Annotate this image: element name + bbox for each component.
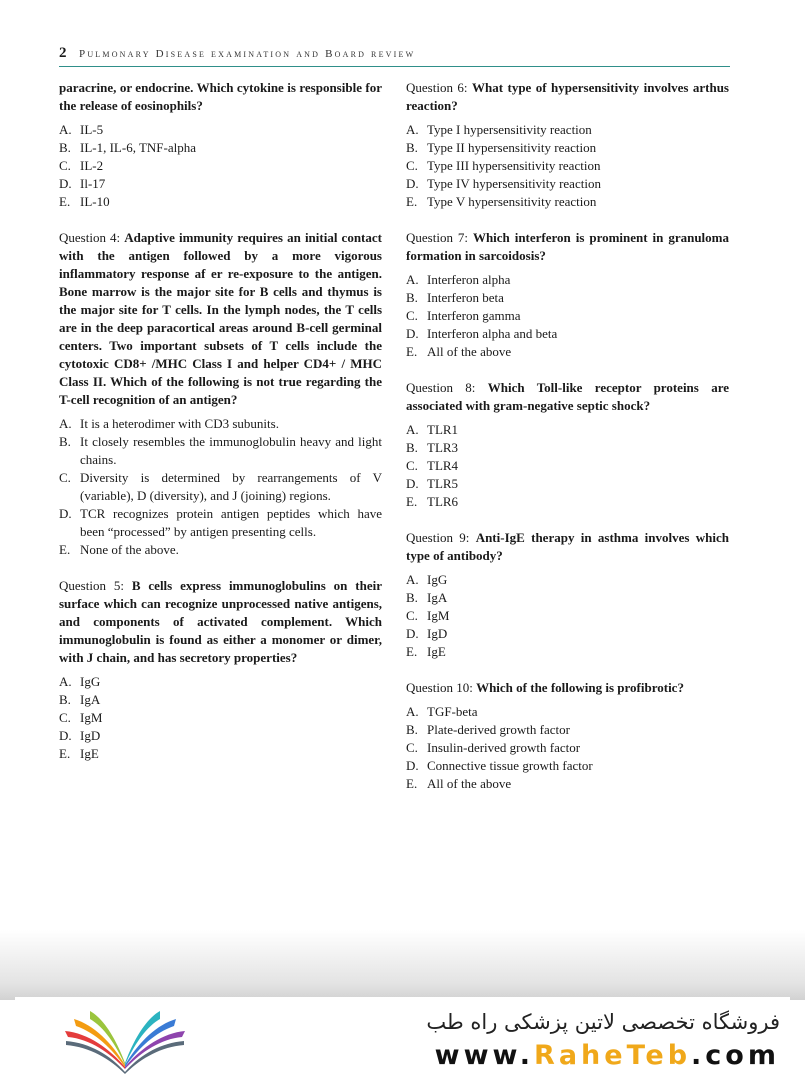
option-text: IgD (427, 626, 448, 641)
option-text: TLR1 (427, 422, 459, 437)
option-text: TGF-beta (427, 704, 478, 719)
option-text: TCR recognizes protein antigen peptides which have been “processed” by antigen presenting cells. (80, 506, 382, 539)
question-text: What type of hypersensitivity involves arthus reaction? (406, 80, 729, 113)
option-letter: D. (406, 626, 419, 641)
answer-option (59, 193, 382, 211)
option-letter: D. (406, 758, 419, 773)
option-letter: A. (406, 272, 419, 287)
url-suffix: .com (691, 1040, 780, 1071)
answer-option (59, 709, 382, 727)
option-text: Plate-derived growth factor (427, 722, 570, 737)
answer-options (406, 271, 729, 361)
question-text: Anti-IgE therapy in asthma involves which type of antibody? (406, 530, 729, 563)
option-letter: D. (406, 176, 419, 191)
option-text: IgA (80, 692, 101, 707)
option-letter: C. (406, 158, 418, 173)
url-prefix: www. (434, 1040, 535, 1071)
answer-option (406, 571, 729, 589)
option-text: It closely resembles the immunoglobulin heavy and light chains. (80, 434, 382, 467)
answer-option (59, 469, 382, 505)
option-text: It is a heterodimer with CD3 subunits. (80, 416, 279, 431)
right-column (406, 79, 729, 811)
answer-option (59, 433, 382, 469)
answer-option (406, 775, 729, 793)
option-letter: A. (406, 422, 419, 437)
question-label: Question 4: (59, 230, 125, 245)
option-text: TLR6 (427, 494, 459, 509)
option-text: Interferon gamma (427, 308, 521, 323)
option-letter: D. (406, 476, 419, 491)
question-label: Question 5: (59, 578, 132, 593)
question-stem (406, 529, 729, 565)
question-label: Question 7: (406, 230, 473, 245)
answer-option (59, 541, 382, 559)
question-text: paracrine, or endocrine. Which cytokine is responsible for the release of eosinophils? (59, 80, 382, 113)
answer-option (59, 727, 382, 745)
question-stem (406, 679, 729, 697)
question-block (406, 529, 729, 661)
option-letter: D. (59, 176, 72, 191)
answer-option (59, 505, 382, 541)
question-label: Question 10: (406, 680, 477, 695)
option-letter: A. (59, 416, 72, 431)
option-letter: D. (59, 728, 72, 743)
answer-option (406, 421, 729, 439)
answer-options (59, 673, 382, 763)
option-letter: E. (406, 494, 418, 509)
option-letter: B. (406, 440, 418, 455)
option-text: IL-5 (80, 122, 104, 137)
option-text: Type V hypersensitivity reaction (427, 194, 597, 209)
store-url[interactable] (420, 1040, 780, 1071)
option-letter: B. (59, 434, 71, 449)
option-text: Insulin-derived growth factor (427, 740, 581, 755)
question-block (59, 229, 382, 559)
option-letter: A. (59, 674, 72, 689)
question-block (406, 379, 729, 511)
option-letter: E. (406, 194, 418, 209)
answer-option (59, 157, 382, 175)
option-text: IgE (427, 644, 446, 659)
answer-option (59, 691, 382, 709)
option-text: TLR4 (427, 458, 459, 473)
option-text: IgM (80, 710, 103, 725)
answer-options (406, 121, 729, 211)
question-text: B cells express immunoglobulins on their surface which can recognize unprocessed native antigens, and components of activated complement. Which immunoglobulin is found as either a monomer or dimer, with J chain, and has secretory properties? (59, 578, 382, 665)
answer-option (406, 703, 729, 721)
answer-option (406, 139, 729, 157)
page-number: 2 (59, 45, 67, 61)
answer-option (406, 625, 729, 643)
option-text: Type I hypersensitivity reaction (427, 122, 592, 137)
answer-option (59, 121, 382, 139)
footer-shadow (0, 930, 805, 1000)
option-text: IgD (80, 728, 101, 743)
option-letter: E. (59, 194, 71, 209)
option-text: TLR5 (427, 476, 459, 491)
answer-option (406, 289, 729, 307)
option-text: Interferon beta (427, 290, 504, 305)
option-text: IgG (80, 674, 101, 689)
option-text: IgM (427, 608, 450, 623)
option-text: All of the above (427, 776, 512, 791)
question-block (406, 79, 729, 211)
answer-option (406, 721, 729, 739)
option-text: IgG (427, 572, 448, 587)
answer-option (406, 493, 729, 511)
option-text: Diversity is determined by rearrangements of V (variable), D (diversity), and J (joining) regions. (80, 470, 382, 503)
question-stem (59, 79, 382, 115)
answer-option (59, 139, 382, 157)
question-block (59, 79, 382, 211)
option-letter: A. (59, 122, 72, 137)
answer-option (406, 457, 729, 475)
answer-option (406, 193, 729, 211)
question-block (406, 679, 729, 793)
footer-banner (15, 997, 790, 1080)
answer-option (59, 415, 382, 433)
option-text: TLR3 (427, 440, 459, 455)
open-book-icon (60, 1009, 190, 1074)
question-text: Which Toll-like receptor proteins are associated with gram-negative septic shock? (406, 380, 729, 413)
question-stem (406, 379, 729, 415)
option-letter: B. (406, 590, 418, 605)
option-text: Type III hypersensitivity reaction (427, 158, 601, 173)
question-stem (59, 229, 382, 409)
option-letter: E. (59, 746, 71, 761)
answer-option (406, 121, 729, 139)
answer-options (406, 421, 729, 511)
answer-option (406, 439, 729, 457)
option-letter: E. (59, 542, 71, 557)
answer-options (406, 703, 729, 793)
option-letter: C. (59, 158, 71, 173)
option-text: Interferon alpha and beta (427, 326, 558, 341)
option-text: Type IV hypersensitivity reaction (427, 176, 601, 191)
option-text: IL-1, IL-6, TNF-alpha (80, 140, 197, 155)
answer-option (406, 475, 729, 493)
answer-option (406, 589, 729, 607)
option-text: IL-10 (80, 194, 110, 209)
option-letter: B. (406, 290, 418, 305)
question-stem (406, 229, 729, 265)
option-letter: D. (406, 326, 419, 341)
option-letter: B. (406, 722, 418, 737)
question-block (59, 577, 382, 763)
answer-option (406, 325, 729, 343)
question-text: Which interferon is prominent in granuloma formation in sarcoidosis? (406, 230, 729, 263)
answer-options (59, 121, 382, 211)
question-block (406, 229, 729, 361)
answer-option (406, 739, 729, 757)
answer-option (406, 757, 729, 775)
option-letter: C. (59, 710, 71, 725)
question-label: Question 6: (406, 80, 472, 95)
question-label: Question 9: (406, 530, 476, 545)
page-header (59, 44, 730, 67)
url-brand: RaheTeb (534, 1040, 692, 1071)
answer-option (406, 343, 729, 361)
option-letter: C. (406, 458, 418, 473)
question-label: Question 8: (406, 380, 488, 395)
question-stem (59, 577, 382, 667)
option-text: IL-2 (80, 158, 104, 173)
answer-options (406, 571, 729, 661)
answer-option (406, 643, 729, 661)
option-letter: A. (406, 572, 419, 587)
answer-option (406, 307, 729, 325)
option-letter: C. (406, 608, 418, 623)
answer-option (406, 271, 729, 289)
answer-option (406, 607, 729, 625)
question-stem (406, 79, 729, 115)
answer-option (406, 175, 729, 193)
store-name: فروشگاه تخصصی لاتین پزشکی راه طب (426, 1010, 780, 1034)
answer-options (59, 415, 382, 559)
option-text: None of the above. (80, 542, 179, 557)
question-text: Adaptive immunity requires an initial contact with the antigen followed by a more vigorous inflammatory response af er re-exposure to the antigen. Bone marrow is the major site for B cells and thymus is the major site for T cells. In the lymph nodes, the T cells are in the deep paracortical areas around B-cell germinal centers. Two important subsets of T cells include the cytotoxic CD8+ /MHC Class I and helper CD4+ / MHC Class II. Which of the following is not true regarding the T-cell recognition of an antigen? (59, 230, 382, 407)
option-letter: C. (406, 308, 418, 323)
answer-option (59, 673, 382, 691)
option-letter: E. (406, 644, 418, 659)
answer-option (59, 745, 382, 763)
option-text: Type II hypersensitivity reaction (427, 140, 597, 155)
option-letter: A. (406, 704, 419, 719)
option-text: Il-17 (80, 176, 106, 191)
option-text: All of the above (427, 344, 512, 359)
question-text: Which of the following is profibrotic? (476, 680, 684, 695)
option-text: IgA (427, 590, 448, 605)
option-letter: B. (59, 692, 71, 707)
answer-option (59, 175, 382, 193)
option-text: IgE (80, 746, 99, 761)
running-title: Pulmonary Disease examination and Board review (79, 48, 416, 60)
option-text: Connective tissue growth factor (427, 758, 593, 773)
answer-option (406, 157, 729, 175)
option-letter: B. (406, 140, 418, 155)
option-text: Interferon alpha (427, 272, 511, 287)
left-column (59, 79, 382, 781)
option-letter: E. (406, 344, 418, 359)
option-letter: D. (59, 506, 72, 521)
option-letter: A. (406, 122, 419, 137)
option-letter: B. (59, 140, 71, 155)
option-letter: C. (59, 470, 71, 485)
option-letter: E. (406, 776, 418, 791)
option-letter: C. (406, 740, 418, 755)
